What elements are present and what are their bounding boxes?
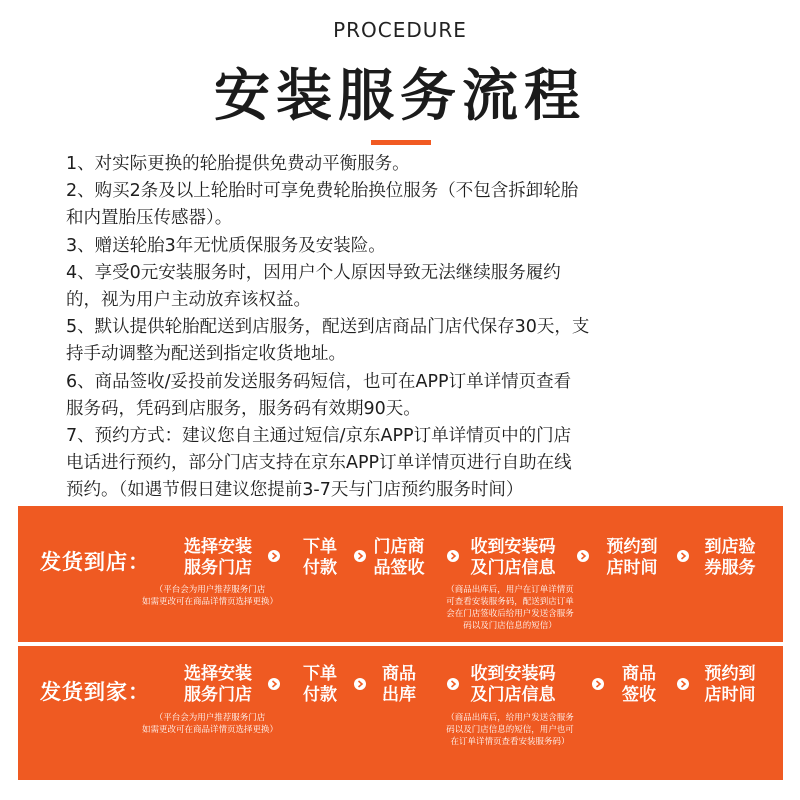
- rule-line: 6、商品签收/妥投前发送服务码短信，也可在APP订单详情页查看: [66, 371, 572, 392]
- rule-line: 1、对实际更换的轮胎提供免费动平衡服务。: [66, 154, 410, 174]
- flow-step: 下单 付款: [303, 664, 337, 705]
- chevron-right-icon: [577, 550, 589, 562]
- flow-step: 预约到 店时间: [704, 664, 756, 705]
- rule-line: 4、享受0元安装服务时，因用户个人原因导致无法继续服务履约: [66, 262, 561, 283]
- rule-line: 持手动调整为配送到指定收货地址。: [66, 344, 346, 365]
- flow-step: 收到安装码 及门店信息: [470, 537, 556, 578]
- rules-list: [66, 151, 756, 505]
- chevron-right-icon: [268, 678, 280, 690]
- chevron-right-icon: [592, 678, 604, 690]
- chevron-right-icon: [677, 678, 689, 690]
- flow-step: 选择安装 服务门店: [184, 537, 252, 578]
- flow-label: 发货到店：: [40, 550, 150, 574]
- rule-line: 5、默认提供轮胎配送到店服务，配送到店商品门店代保存30天，支: [66, 317, 590, 338]
- flow-step: 到店验 券服务: [704, 537, 756, 578]
- flow-note: （平台会为用户推荐服务门店 如需更改可在商品详情页选择更换）: [141, 585, 278, 607]
- chevron-right-icon: [677, 550, 689, 562]
- rule-line: 预约。（如遇节假日建议您提前3-7天与门店预约服务时间）: [66, 480, 524, 501]
- rule-line: 2、购买2条及以上轮胎时可享免费轮胎换位服务（不包含拆卸轮胎: [66, 181, 579, 202]
- flow-label: 发货到家：: [40, 680, 150, 704]
- flow-note: （平台会为用户推荐服务门店 如需更改可在商品详情页选择更换）: [141, 713, 278, 735]
- rule-line: 的，视为用户主动放弃该权益。: [66, 290, 311, 311]
- rule-line: 3、赠送轮胎3年无忧质保服务及安装险。: [66, 235, 386, 256]
- flow-note: （商品出库后，给用户发送含服务 码以及门店信息的短信，用户也可 在订单详情页查看安装服务码）: [446, 713, 574, 747]
- flow-step: 预约到 店时间: [606, 537, 658, 578]
- chevron-right-icon: [268, 550, 280, 562]
- flow-step: 商品 签收: [622, 664, 656, 705]
- rule-line: 7、预约方式：建议您自主通过短信/京东APP订单详情页中的门店: [66, 426, 572, 447]
- flow-step: 选择安装 服务门店: [184, 664, 252, 705]
- chevron-right-icon: [354, 678, 366, 690]
- flow-note: （商品出库后，用户在订单详情页 可查看安装服务码，配送到店订单 会在门店签收后给用户发送含服务 码以及门店信息的短信）: [446, 585, 574, 631]
- rule-line: 和内置胎压传感器）。: [66, 208, 233, 229]
- procedure-kicker: PROCEDURE: [333, 18, 467, 42]
- flow-step: 商品 出库: [382, 664, 416, 705]
- rule-line: 服务码，凭码到店服务，服务码有效期90天。: [66, 398, 421, 419]
- flow-step: 下单 付款: [303, 537, 337, 578]
- title-accent-bar: [371, 140, 431, 145]
- flow-step: 收到安装码 及门店信息: [470, 664, 556, 705]
- flow-step: 门店商 品签收: [373, 537, 425, 578]
- flow-band-store: [18, 506, 783, 642]
- flow-band-home: [18, 646, 783, 780]
- page-title: 安装服务流程: [214, 64, 586, 129]
- rule-line: 电话进行预约，部分门店支持在京东APP订单详情页进行自助在线: [66, 453, 572, 474]
